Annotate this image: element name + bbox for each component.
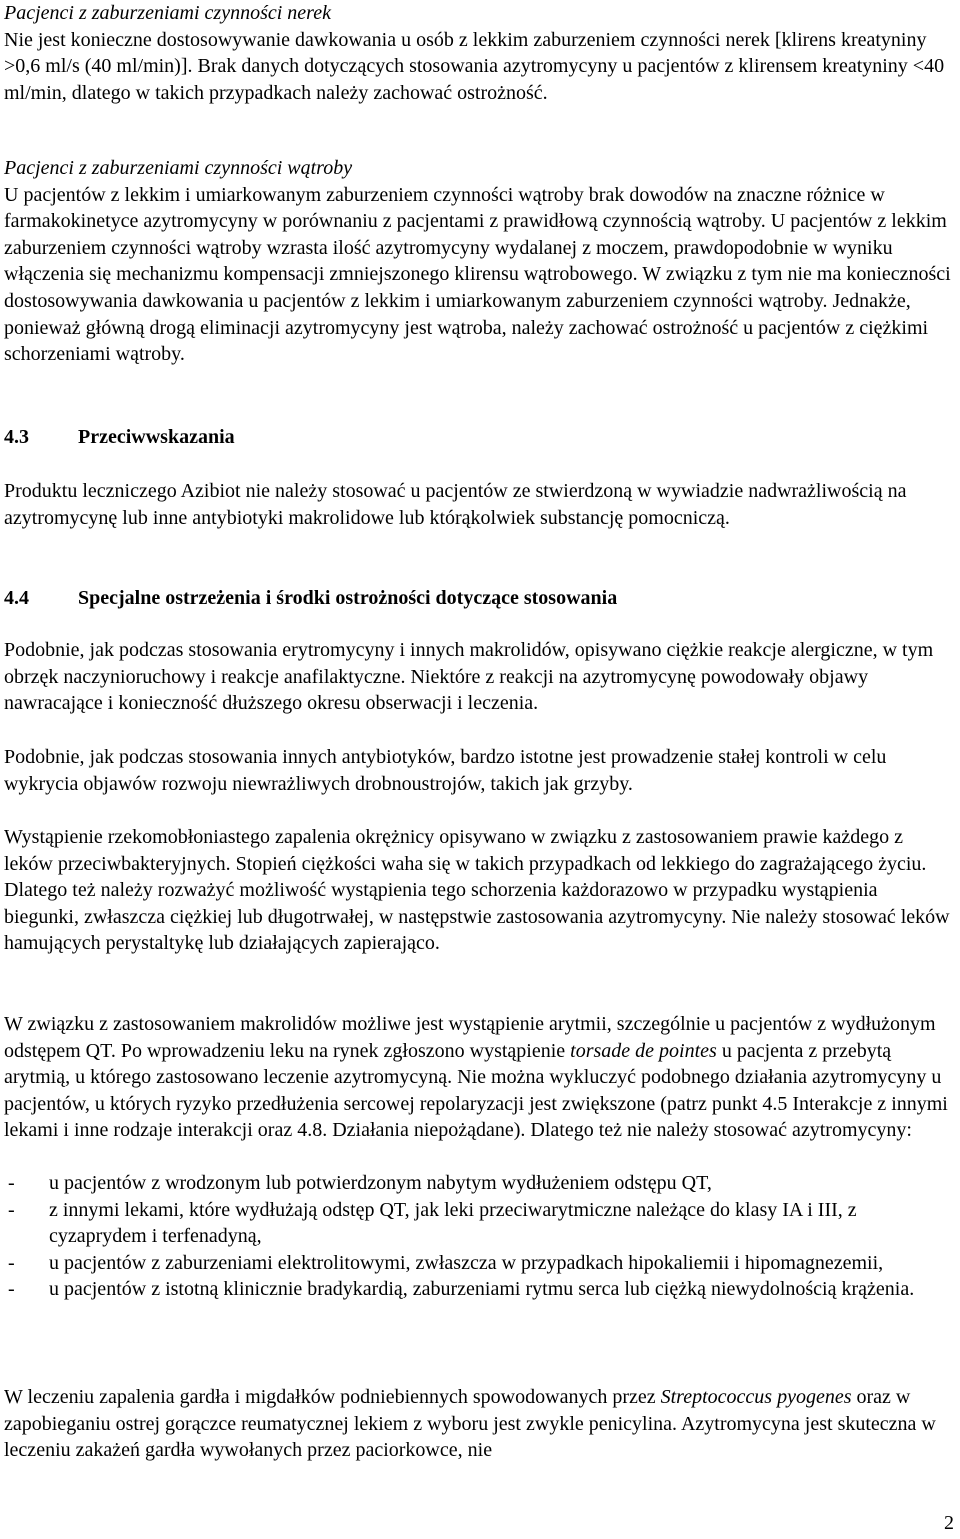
list-bullet: - [8, 1251, 15, 1274]
list-item-text: z innymi lekami, które wydłużają odstęp QT, jak leki przeciwarytmiczne należące do klasy IA i III, z cyzaprydem i terfenadyną, [49, 1198, 857, 1248]
section-4-4-paragraph-5 [4, 1384, 956, 1464]
section-kidney [4, 0, 956, 106]
page-number: 2 [944, 1512, 954, 1534]
section-4-4-number: 4.4 [4, 587, 29, 609]
section-liver [4, 155, 956, 368]
section-liver-text: U pacjentów z lekkim i umiarkowanym zaburzeniem czynności wątroby brak dowodów na znaczne różnice w farmakokinetyce azytromycyny w porównaniu z pacjentami z prawidłową czynnością wątroby. U pacjentów z lekkim zaburzeniem czynności wątroby wzrasta ilość azytromycyny wydalanej z moczem, prawdopodobnie w wyniku włączenia się mechanizmu kompensacji zmniejszonego klirensu wątrobowego. W związku z tym nie ma konieczności dostosowywania dawkowania u pacjentów z lekkim i umiarkowanym zaburzeniem czynności wątroby. Jednakże, ponieważ główną drogą eliminacji azytromycyny jest wątroba, należy zachować ostrożność u pacjentów z ciężkimi schorzeniami wątroby. [4, 183, 951, 366]
list-item [4, 1170, 956, 1197]
list-bullet: - [8, 1172, 15, 1194]
list-bullet: - [8, 1198, 15, 1221]
section-kidney-text: Nie jest konieczne dostosowywanie dawkowania u osób z lekkim zaburzeniem czynności nerek [klirens kreatyniny >0,6 ml/s (40 ml/min)]. Brak danych dotyczących stosowania azytromycyny u pacjentów z klirensem kreatyniny <40 ml/min, dlatego w takich przypadkach należy zachować ostrożność. [4, 28, 945, 104]
list-item-text: u pacjentów z zaburzeniami elektrolitowymi, zwłaszcza w przypadkach hipokaliemii i hipomagnezemii, [49, 1251, 884, 1274]
paragraph-4-text-start: W związku z zastosowaniem makrolidów możliwe jest wystąpienie arytmii, szczególnie u pacjentów z wydłużonym odstępem QT. Po wprowadzeniu leku na rynek zgłoszono wystąpienie [4, 1013, 936, 1062]
section-4-4-paragraph-4 [4, 1011, 959, 1144]
section-4-4-paragraph-3: Wystąpienie rzekomobłoniastego zapalenia okrężnicy opisywano w związku z zastosowaniem prawie każdego z leków przeciwbakteryjnych. Stopień ciężkości waha się w takich przypadkach od lekkiego do zagrażającego życiu. Dlatego też należy rozważyć możliwość wystąpienia tego schorzenia każdorazowo w przypadku wystąpienia biegunki, zwłaszcza ciężkiej lub długotrwałej, w następstwie zastosowania azytromycyny. Nie należy stosować leków hamujących perystaltykę lub działających zapierająco. [4, 826, 950, 955]
section-4-3-heading [4, 424, 235, 451]
paragraph-4-text-end: u pacjenta z przebytą arytmią, u którego zastosowano leczenie azytromycyną. Nie można wykluczyć podobnego działania azytromycyny u pacjentów, u których ryzyko przedłużenia sercowej repolaryzacji jest zwiększone (patrz punkt 4.5 Interakcje z innymi lekami i inne rodzaje interakcji oraz 4.8. Działania niepożądane). Dlatego też nie należy stosować azytromycyny: [4, 1039, 948, 1142]
section-4-4-paragraph-2: Podobnie, jak podczas stosowania innych antybiotyków, bardzo istotne jest prowadzenie stałej kontroli w celu wykrycia objawów rozwoju niewrażliwych drobnoustrojów, takich jak grzyby. [4, 746, 887, 795]
section-4-3-title: Przeciwwskazania [78, 426, 235, 448]
paragraph-4-italic-term: torsade de pointes [570, 1039, 717, 1062]
contraindication-list [4, 1170, 956, 1303]
paragraph-5-text-start: W leczeniu zapalenia gardła i migdałków podniebiennych spowodowanych przez [4, 1386, 661, 1408]
paragraph-5-italic-term: Streptococcus pyogenes [660, 1386, 852, 1408]
list-item [4, 1250, 956, 1277]
section-kidney-title: Pacjenci z zaburzeniami czynności nerek [4, 2, 331, 24]
section-4-3-number: 4.3 [4, 426, 29, 448]
section-4-4-paragraph-1: Podobnie, jak podczas stosowania erytromycyny i innych makrolidów, opisywano ciężkie reakcje alergiczne, w tym obrzęk naczynioruchowy i reakcje anafilaktyczne. Niektóre z reakcji na azytromycynę powodowały objawy nawracające i konieczność dłuższego okresu obserwacji i leczenia. [4, 639, 934, 715]
section-4-4-heading [4, 585, 617, 612]
list-bullet: - [8, 1278, 15, 1301]
paragraph-5-text-end: oraz w zapobieganiu ostrej gorączce reumatycznej lekiem z wyboru jest zwykle penicylina. Azytromycyna jest skuteczna w leczeniu zakażeń gardła wywołanych przez paciorkowce, nie [4, 1386, 936, 1462]
list-item-text: u pacjentów z istotną klinicznie bradykardią, zaburzeniami rytmu serca lub ciężką niewydolnością krążenia. [49, 1278, 915, 1301]
list-item-text: u pacjentów z wrodzonym lub potwierdzonym nabytym wydłużeniem odstępu QT, [49, 1172, 712, 1194]
section-4-4-title: Specjalne ostrzeżenia i środki ostrożności dotyczące stosowania [78, 587, 618, 609]
list-item [4, 1276, 956, 1303]
section-liver-title: Pacjenci z zaburzeniami czynności wątroby [4, 157, 353, 179]
list-item [4, 1197, 956, 1250]
section-4-3-text: Produktu leczniczego Azibiot nie należy stosować u pacjentów ze stwierdzoną w wywiadzie nadwrażliwością na azytromycynę lub inne antybiotyki makrolidowe lub którąkolwiek substancję pomocniczą. [4, 480, 907, 529]
